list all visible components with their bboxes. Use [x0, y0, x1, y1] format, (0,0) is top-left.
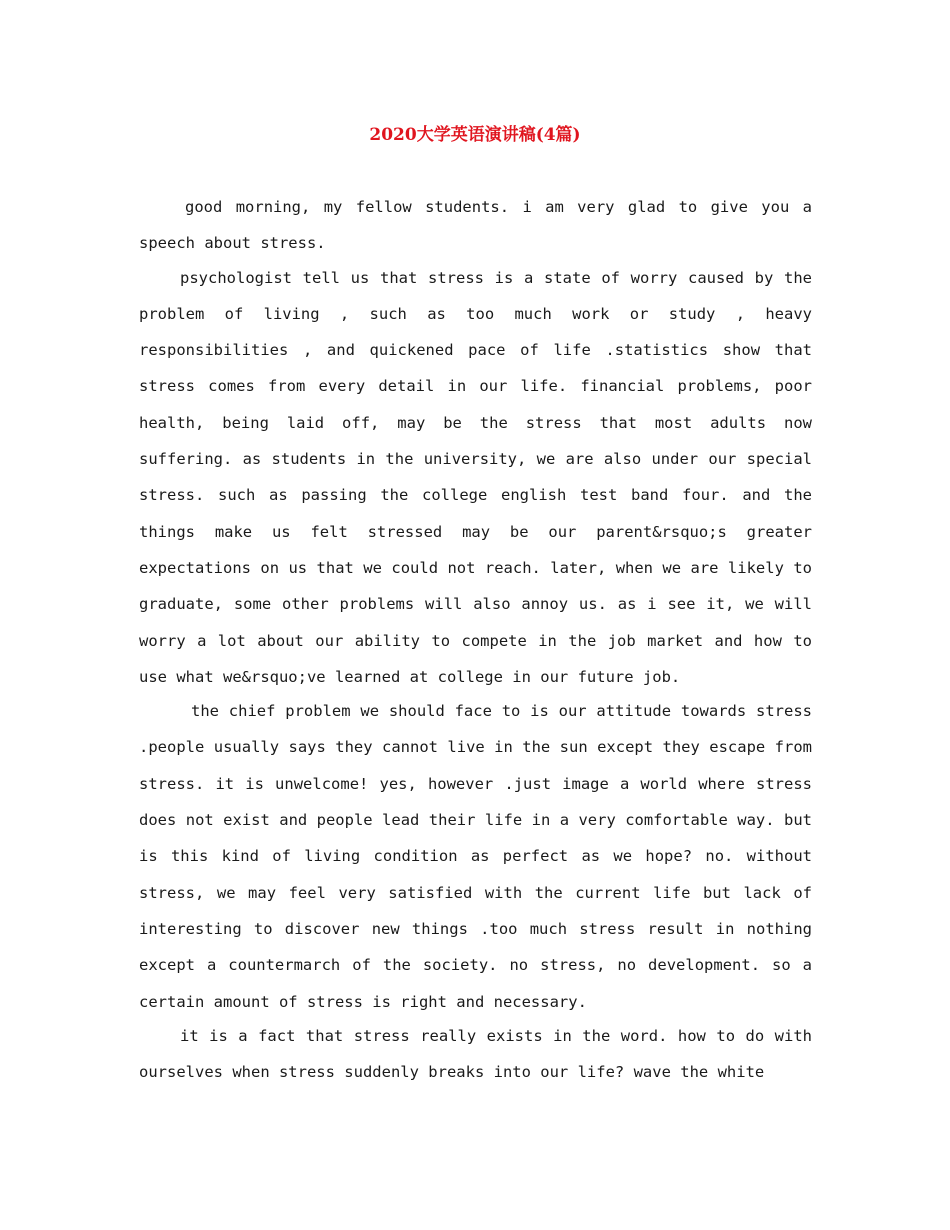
paragraph-3: the chief problem we should face to is our attitude towards stress .people usually says they cannot live in the sun except they escape from stress. it is unwelcome! yes, however .just image a world where stress does not exist and people lead their life in a very comfortable way. but is this kind of living condition as perfect as we hope? no. without stress, we may feel very satisfied with the current life but lack of interesting to discover new things .too much stress result in nothing except a countermarch of the society. no stress, no development. so a certain amount of stress is right and necessary. — [139, 702, 812, 1011]
document-title: 2020大学英语演讲稿(4篇) — [369, 125, 581, 145]
document-body — [139, 189, 812, 1088]
paragraph-4: it is a fact that stress really exists in the word. how to do with ourselves when stress suddenly breaks into our life? wave the white — [139, 1026, 812, 1082]
paragraph-2: psychologist tell us that stress is a state of worry caused by the problem of living , such as too much work or study , heavy responsibilities , and quickened pace of life .statistics show that stress comes from every detail in our life. financial problems, poor health, being laid off, may be the stress that most adults now suffering. as students in the university, we are also under our special stress. such as passing the college english test band four. and the things make us felt stressed may be our parent&rsquo;s greater expectations on us that we could not reach. later, when we are likely to graduate, some other problems will also annoy us. as i see it, we will worry a lot about our ability to compete in the job market and how to use what we&rsquo;ve learned at college in our future job. — [139, 268, 812, 686]
paragraph-1: good morning, my fellow students. i am very glad to give you a speech about stress. — [139, 198, 812, 253]
